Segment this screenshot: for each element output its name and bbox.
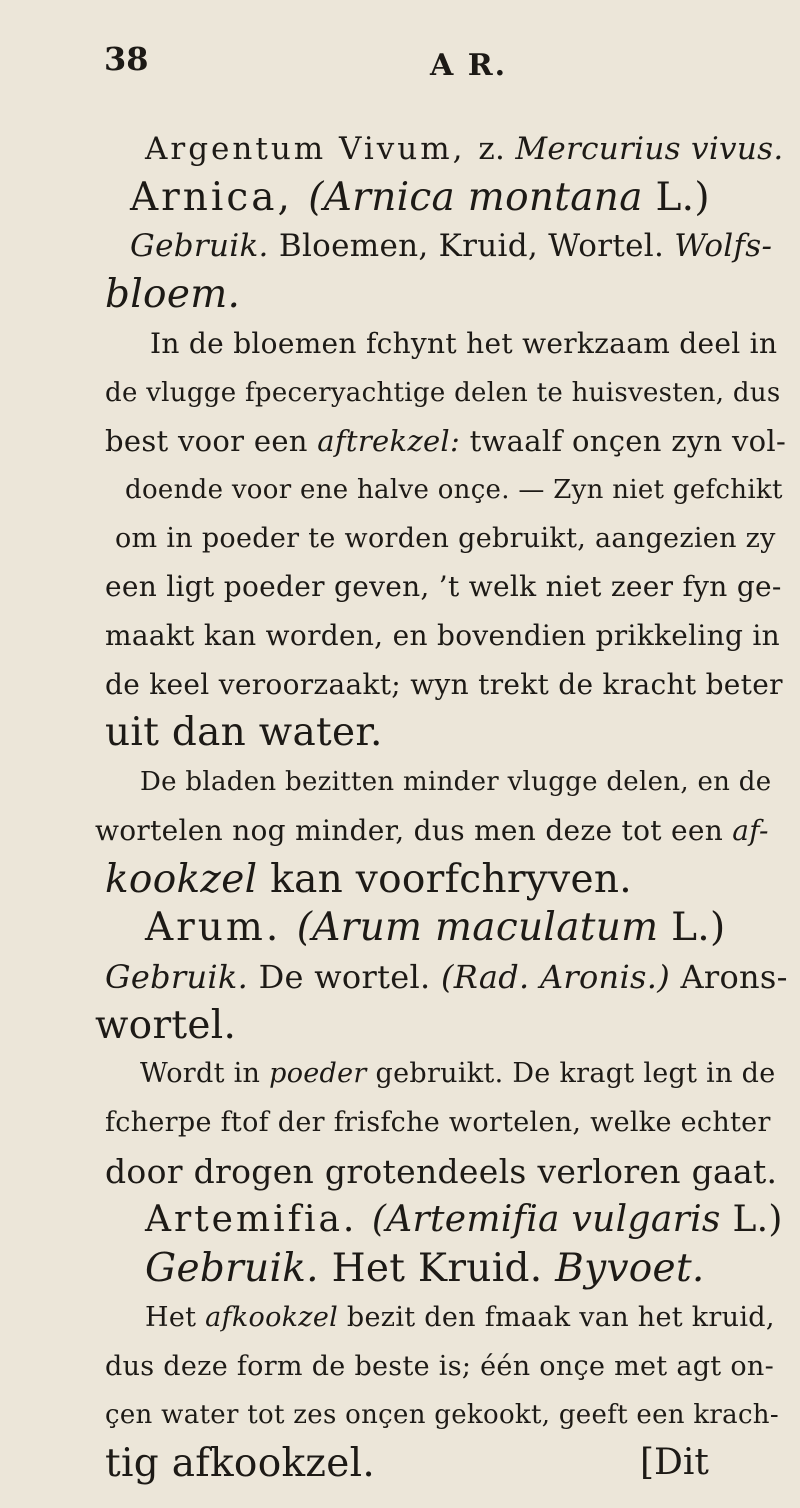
body-text: L.) (655, 174, 710, 220)
page-header (0, 0, 800, 110)
body-text: best voor een (105, 424, 318, 459)
catchword: [Dit (640, 1442, 709, 1483)
text-line (145, 1294, 775, 1342)
text-line (130, 174, 710, 222)
text-line (105, 709, 383, 757)
body-text: wortelen nog minder, dus men deze tot een (95, 813, 733, 847)
text-line (145, 1245, 705, 1293)
text-line (105, 953, 788, 1001)
italic-text: Byvoet. (555, 1246, 705, 1292)
italic-text: (Arnica montana (308, 174, 656, 220)
text-line (105, 1099, 771, 1147)
text-line (140, 1050, 776, 1098)
text-line (95, 1002, 236, 1050)
text-line (140, 758, 771, 806)
text-line (150, 320, 777, 368)
body-text: twaalf onçen zyn vol- (460, 424, 787, 459)
body-text: wortel. (95, 1002, 237, 1048)
body-text: gebruikt. De kragt legt in de (366, 1058, 776, 1090)
body-text: een ligt poeder geven, ’t welk niet zeer fyn ge- (105, 570, 782, 604)
body-text: doende voor ene halve onçe. — Zyn niet gefchikt (125, 474, 783, 505)
italic-text: Mercurius vivus. (515, 131, 784, 167)
text-line (105, 1440, 375, 1488)
text-line (130, 222, 772, 270)
italic-text: kookzel (105, 856, 258, 902)
text-line (105, 1148, 777, 1196)
text-line (105, 856, 632, 904)
italic-text: bloem. (105, 272, 241, 318)
italic-text: Gebruik. (145, 1246, 332, 1292)
body-text: bezit den fmaak van het kruid, (338, 1301, 775, 1333)
body-text: tig afkookzel. (105, 1441, 376, 1486)
body-text: L.) (671, 905, 726, 951)
spaced-heading-text: Argentum Vivum, (145, 131, 479, 167)
body-text: uit dan water. (105, 710, 383, 756)
italic-text: Wolfs- (674, 228, 773, 265)
italic-text: poeder (269, 1058, 367, 1090)
body-text: door drogen grotendeels verloren gaat. (105, 1151, 778, 1191)
body-text: om in poeder te worden gebruikt, aangezien zy (115, 522, 776, 554)
text-line (105, 1343, 774, 1391)
body-text: dus deze form de beste is; één onçe met agt on- (105, 1350, 774, 1382)
text-line (95, 807, 769, 855)
text-line (115, 515, 776, 563)
text-line (125, 466, 783, 514)
italic-text: (Arum maculatum (296, 905, 672, 951)
italic-text: (Rad. Aronis.) (440, 957, 670, 996)
body-text: de vlugge fpeceryachtige delen te huisvesten, dus (105, 377, 781, 408)
body-text: Bloemen, Kruid, Wortel. (278, 228, 675, 265)
body-text: de keel veroorzaakt; wyn trekt de kracht beter (105, 667, 783, 701)
body-text: De wortel. (258, 957, 441, 996)
text-line (105, 612, 780, 660)
body-text: Wordt in (140, 1058, 270, 1090)
body-text: Arons- (669, 957, 788, 996)
body-text: maakt kan worden, en bovendien prikkeling in (105, 619, 781, 653)
text-line (145, 1196, 783, 1244)
spaced-heading-text: Arnica, (130, 174, 309, 220)
text-line (105, 661, 783, 709)
text-line (105, 369, 781, 417)
body-text: fcherpe ftof der frisfche wortelen, welke echter (105, 1107, 771, 1139)
text-line (105, 417, 786, 465)
body-text: z. (478, 131, 516, 167)
italic-text: (Artemifia vulgaris (371, 1199, 733, 1241)
text-line (105, 563, 782, 611)
body-text: De bladen bezitten minder vlugge delen, en de (140, 767, 772, 798)
italic-text: aftrekzel: (317, 424, 461, 459)
text-line (145, 125, 784, 173)
spaced-heading-text: Artemifia. (145, 1199, 372, 1241)
text-line (105, 1391, 779, 1439)
italic-text: Gebruik. (130, 228, 279, 265)
body-text: kan voorfchryven. (257, 856, 632, 902)
body-text: çen water tot zes onçen gekookt, geeft een krach- (105, 1400, 779, 1431)
running-head: A R. (430, 48, 508, 83)
text-line (105, 271, 240, 319)
italic-text: Gebruik. (105, 957, 259, 996)
page-number: 38 (104, 40, 149, 78)
body-text: Het (145, 1301, 206, 1333)
body-text: In de bloemen fchynt het werkzaam deel in (150, 326, 778, 360)
italic-text: afkookzel (205, 1301, 339, 1333)
spaced-heading-text: Arum. (145, 905, 297, 951)
italic-text: af- (732, 813, 769, 847)
text-line (145, 904, 726, 952)
body-text: L.) (732, 1199, 783, 1241)
body-text: Het Kruid. (331, 1246, 556, 1292)
